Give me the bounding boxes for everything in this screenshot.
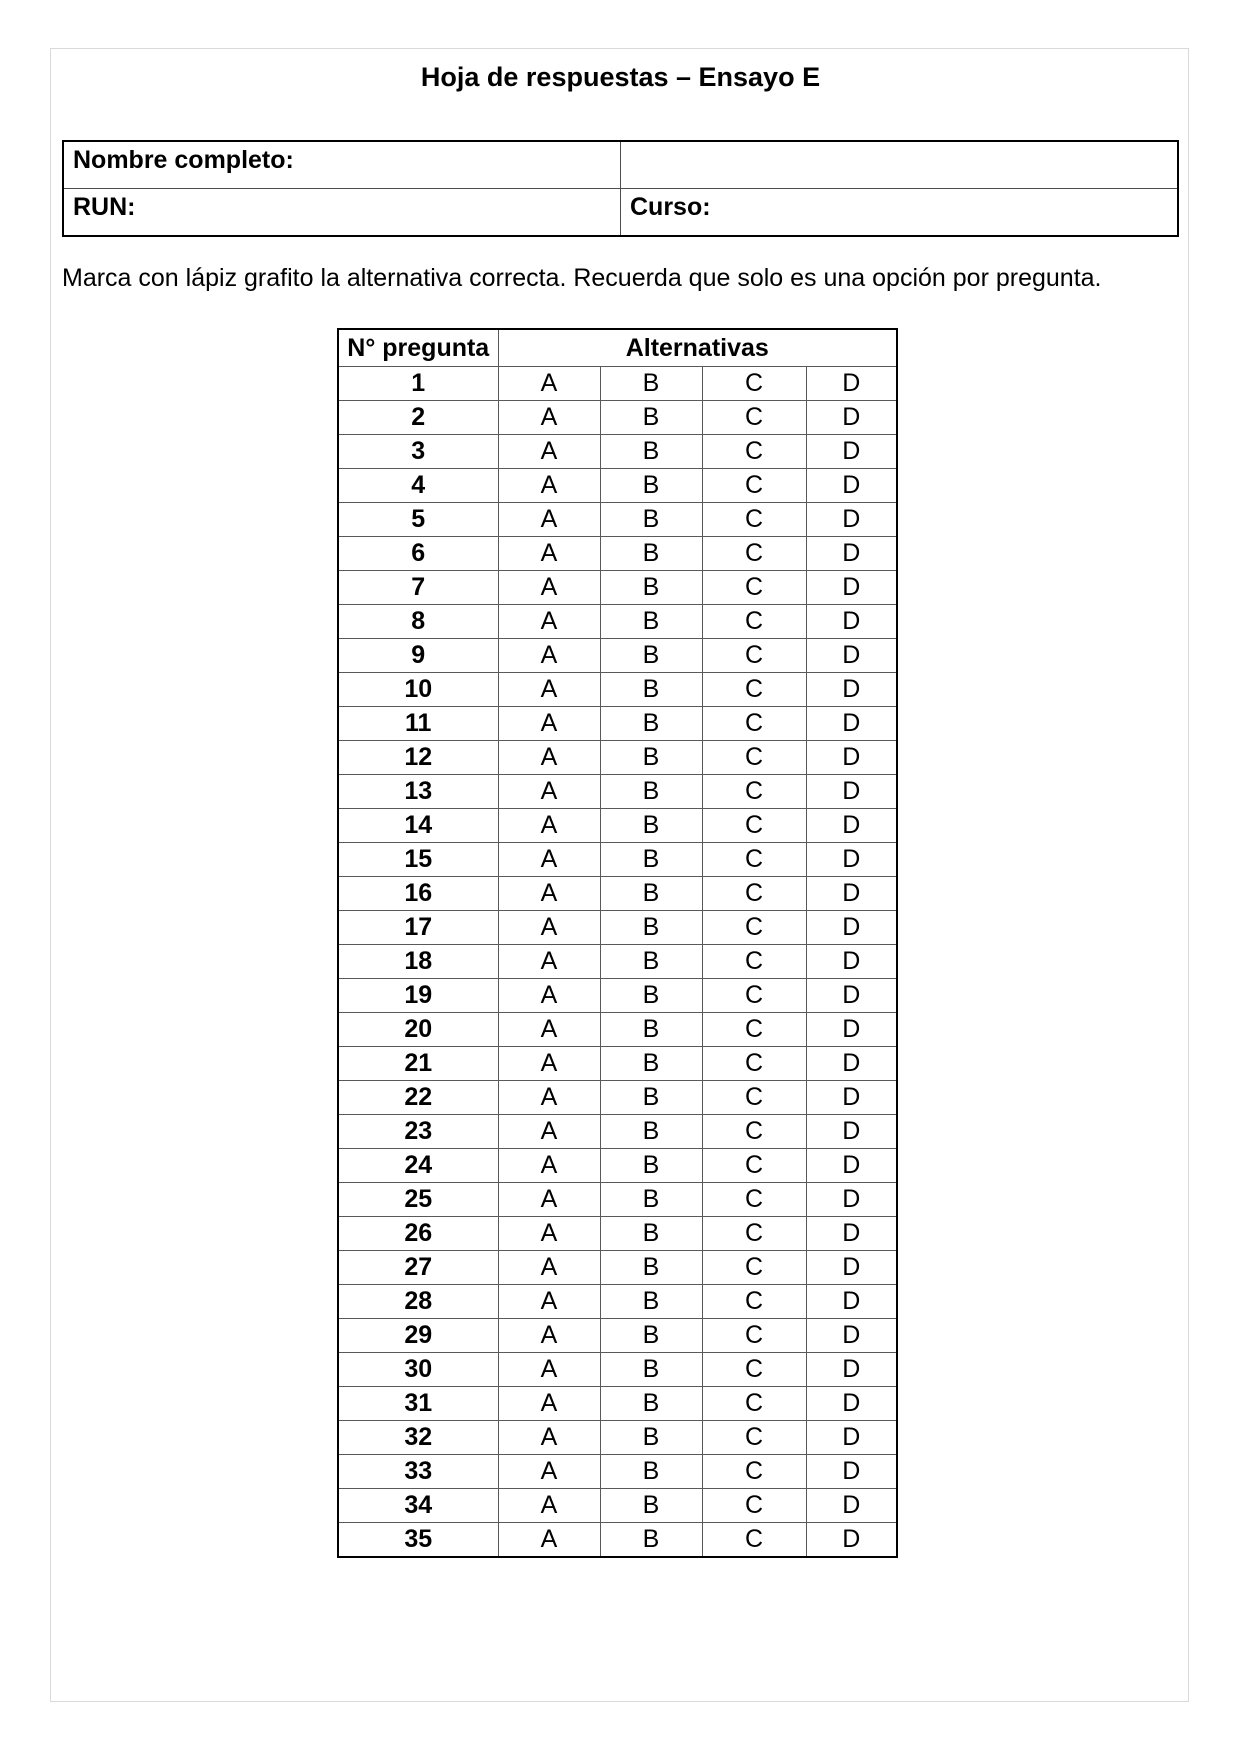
answer-row [338, 469, 897, 503]
alternative-a-cell[interactable]: A [498, 435, 600, 469]
answer-row [338, 1149, 897, 1183]
alternative-c-cell[interactable]: C [702, 1115, 806, 1149]
alternative-a-cell[interactable]: A [498, 1251, 600, 1285]
alternative-a-cell[interactable]: A [498, 945, 600, 979]
alternative-a-cell[interactable]: A [498, 1421, 600, 1455]
alternative-c-cell[interactable]: C [702, 1421, 806, 1455]
alternative-d-cell[interactable]: D [806, 571, 897, 605]
alternative-b-cell[interactable]: B [600, 979, 702, 1013]
alternative-b-cell[interactable]: B [600, 877, 702, 911]
alternative-a-cell[interactable]: A [498, 1387, 600, 1421]
alternative-d-cell[interactable]: D [806, 1115, 897, 1149]
alternative-d-cell[interactable]: D [806, 945, 897, 979]
alternative-b-cell[interactable]: B [600, 775, 702, 809]
alternative-a-cell[interactable]: A [498, 1217, 600, 1251]
question-number: 14 [338, 809, 498, 843]
alternative-d-cell[interactable]: D [806, 673, 897, 707]
alternative-a-cell[interactable]: A [498, 911, 600, 945]
alternative-d-cell[interactable]: D [806, 1081, 897, 1115]
alternative-c-cell[interactable]: C [702, 741, 806, 775]
alternative-b-cell[interactable]: B [600, 401, 702, 435]
question-number: 23 [338, 1115, 498, 1149]
alternative-b-cell[interactable]: B [600, 1217, 702, 1251]
alternative-d-cell[interactable]: D [806, 469, 897, 503]
alternative-d-cell[interactable]: D [806, 401, 897, 435]
alternative-c-cell[interactable]: C [702, 1047, 806, 1081]
answer-row [338, 1387, 897, 1421]
alternative-b-cell[interactable]: B [600, 741, 702, 775]
answer-row [338, 1251, 897, 1285]
alternative-c-cell[interactable]: C [702, 707, 806, 741]
alternative-c-cell[interactable]: C [702, 877, 806, 911]
alternative-c-cell[interactable]: C [702, 1387, 806, 1421]
question-number: 19 [338, 979, 498, 1013]
alternative-b-cell[interactable]: B [600, 1489, 702, 1523]
alternative-c-cell[interactable]: C [702, 571, 806, 605]
alternative-a-cell[interactable]: A [498, 1081, 600, 1115]
alternative-a-cell[interactable]: A [498, 843, 600, 877]
alternative-d-cell[interactable]: D [806, 1217, 897, 1251]
alternative-a-cell[interactable]: A [498, 1285, 600, 1319]
alternative-b-cell[interactable]: B [600, 1353, 702, 1387]
alternative-b-cell[interactable]: B [600, 911, 702, 945]
question-number: 2 [338, 401, 498, 435]
name-value-cell[interactable] [621, 141, 1179, 189]
alternative-d-cell[interactable]: D [806, 809, 897, 843]
question-number: 18 [338, 945, 498, 979]
alternative-d-cell[interactable]: D [806, 1013, 897, 1047]
answer-row [338, 775, 897, 809]
alternative-b-cell[interactable]: B [600, 1251, 702, 1285]
alternative-a-cell[interactable]: A [498, 537, 600, 571]
question-number: 27 [338, 1251, 498, 1285]
alternative-a-cell[interactable]: A [498, 367, 600, 401]
question-number: 8 [338, 605, 498, 639]
answer-row [338, 1353, 897, 1387]
question-number: 33 [338, 1455, 498, 1489]
alternative-d-cell[interactable]: D [806, 843, 897, 877]
alternative-c-cell[interactable]: C [702, 809, 806, 843]
alternative-d-cell[interactable]: D [806, 775, 897, 809]
question-number: 7 [338, 571, 498, 605]
alternative-d-cell[interactable]: D [806, 1523, 897, 1558]
alternative-c-cell[interactable]: C [702, 605, 806, 639]
alternative-c-cell[interactable]: C [702, 1319, 806, 1353]
alternative-a-cell[interactable]: A [498, 1489, 600, 1523]
alternative-b-cell[interactable]: B [600, 1047, 702, 1081]
answer-row [338, 571, 897, 605]
question-number: 29 [338, 1319, 498, 1353]
alternative-b-cell[interactable]: B [600, 1285, 702, 1319]
alternative-d-cell[interactable]: D [806, 741, 897, 775]
alternative-a-cell[interactable]: A [498, 1319, 600, 1353]
alternative-d-cell[interactable]: D [806, 1251, 897, 1285]
alternative-d-cell[interactable]: D [806, 1319, 897, 1353]
alternative-b-cell[interactable]: B [600, 843, 702, 877]
alternative-b-cell[interactable]: B [600, 537, 702, 571]
alternative-a-cell[interactable]: A [498, 877, 600, 911]
alternative-c-cell[interactable]: C [702, 843, 806, 877]
answer-row [338, 809, 897, 843]
answers-header-row [338, 329, 897, 367]
question-number: 1 [338, 367, 498, 401]
answer-row [338, 1081, 897, 1115]
alternative-c-cell[interactable]: C [702, 401, 806, 435]
alternative-a-cell[interactable]: A [498, 1523, 600, 1558]
alternative-a-cell[interactable]: A [498, 571, 600, 605]
answer-row [338, 741, 897, 775]
alternative-b-cell[interactable]: B [600, 1387, 702, 1421]
alternative-c-cell[interactable]: C [702, 1013, 806, 1047]
alternative-a-cell[interactable]: A [498, 1149, 600, 1183]
alternative-c-cell[interactable]: C [702, 537, 806, 571]
alternative-b-cell[interactable]: B [600, 809, 702, 843]
alternative-c-cell[interactable]: C [702, 1183, 806, 1217]
alternative-b-cell[interactable]: B [600, 367, 702, 401]
alternative-c-cell[interactable]: C [702, 911, 806, 945]
question-number: 21 [338, 1047, 498, 1081]
alternative-c-cell[interactable]: C [702, 367, 806, 401]
alternative-c-cell[interactable]: C [702, 673, 806, 707]
question-number: 20 [338, 1013, 498, 1047]
alternative-a-cell[interactable]: A [498, 1013, 600, 1047]
question-column-header: N° pregunta [338, 329, 498, 367]
answer-row [338, 877, 897, 911]
answer-row [338, 979, 897, 1013]
alternative-c-cell[interactable]: C [702, 639, 806, 673]
alternative-b-cell[interactable]: B [600, 1421, 702, 1455]
answer-row [338, 1523, 897, 1558]
question-number: 11 [338, 707, 498, 741]
alternative-b-cell[interactable]: B [600, 469, 702, 503]
alternative-a-cell[interactable]: A [498, 639, 600, 673]
alternative-a-cell[interactable]: A [498, 1455, 600, 1489]
answer-row [338, 367, 897, 401]
answer-row [338, 945, 897, 979]
alternative-b-cell[interactable]: B [600, 1081, 702, 1115]
answer-row [338, 1115, 897, 1149]
alternative-c-cell[interactable]: C [702, 1149, 806, 1183]
question-number: 30 [338, 1353, 498, 1387]
alternative-a-cell[interactable]: A [498, 775, 600, 809]
question-number: 13 [338, 775, 498, 809]
alternative-d-cell[interactable]: D [806, 1421, 897, 1455]
alternatives-column-header: Alternativas [498, 329, 897, 367]
answer-row [338, 1217, 897, 1251]
alternative-d-cell[interactable]: D [806, 1489, 897, 1523]
alternative-d-cell[interactable]: D [806, 1285, 897, 1319]
alternative-c-cell[interactable]: C [702, 1217, 806, 1251]
alternative-a-cell[interactable]: A [498, 1047, 600, 1081]
student-info-table [62, 140, 1179, 237]
answer-row [338, 1013, 897, 1047]
question-number: 32 [338, 1421, 498, 1455]
alternative-a-cell[interactable]: A [498, 1115, 600, 1149]
alternative-a-cell[interactable]: A [498, 469, 600, 503]
answer-row [338, 843, 897, 877]
answers-table [337, 328, 898, 1558]
answer-row [338, 435, 897, 469]
question-number: 35 [338, 1523, 498, 1558]
question-number: 22 [338, 1081, 498, 1115]
answer-row [338, 911, 897, 945]
question-number: 10 [338, 673, 498, 707]
question-number: 26 [338, 1217, 498, 1251]
alternative-a-cell[interactable]: A [498, 1183, 600, 1217]
alternative-d-cell[interactable]: D [806, 1387, 897, 1421]
alternative-a-cell[interactable]: A [498, 741, 600, 775]
answer-row [338, 1285, 897, 1319]
alternative-b-cell[interactable]: B [600, 1013, 702, 1047]
question-number: 15 [338, 843, 498, 877]
alternative-b-cell[interactable]: B [600, 673, 702, 707]
question-number: 6 [338, 537, 498, 571]
info-row-name [63, 141, 1178, 189]
alternative-a-cell[interactable]: A [498, 979, 600, 1013]
alternative-c-cell[interactable]: C [702, 1081, 806, 1115]
alternative-c-cell[interactable]: C [702, 1353, 806, 1387]
alternative-a-cell[interactable]: A [498, 605, 600, 639]
alternative-b-cell[interactable]: B [600, 1115, 702, 1149]
question-number: 17 [338, 911, 498, 945]
alternative-d-cell[interactable]: D [806, 435, 897, 469]
alternative-c-cell[interactable]: C [702, 775, 806, 809]
alternative-c-cell[interactable]: C [702, 945, 806, 979]
question-number: 5 [338, 503, 498, 537]
alternative-b-cell[interactable]: B [600, 639, 702, 673]
answer-row [338, 1489, 897, 1523]
alternative-b-cell[interactable]: B [600, 1183, 702, 1217]
alternative-d-cell[interactable]: D [806, 1353, 897, 1387]
alternative-a-cell[interactable]: A [498, 809, 600, 843]
answer-row [338, 1047, 897, 1081]
alternative-d-cell[interactable]: D [806, 1183, 897, 1217]
answer-row [338, 401, 897, 435]
answer-row [338, 1421, 897, 1455]
curso-label-cell[interactable]: Curso: [621, 189, 1179, 237]
question-number: 34 [338, 1489, 498, 1523]
question-number: 16 [338, 877, 498, 911]
answer-row [338, 673, 897, 707]
alternative-b-cell[interactable]: B [600, 1455, 702, 1489]
alternative-b-cell[interactable]: B [600, 945, 702, 979]
alternative-b-cell[interactable]: B [600, 571, 702, 605]
alternative-d-cell[interactable]: D [806, 367, 897, 401]
answer-row [338, 503, 897, 537]
alternative-d-cell[interactable]: D [806, 639, 897, 673]
alternative-d-cell[interactable]: D [806, 877, 897, 911]
alternative-a-cell[interactable]: A [498, 707, 600, 741]
question-number: 12 [338, 741, 498, 775]
alternative-b-cell[interactable]: B [600, 435, 702, 469]
alternative-d-cell[interactable]: D [806, 503, 897, 537]
alternative-d-cell[interactable]: D [806, 537, 897, 571]
page-title: Hoja de respuestas – Ensayo E [420, 62, 821, 92]
name-label-cell: Nombre completo: [63, 141, 621, 189]
alternative-c-cell[interactable]: C [702, 1523, 806, 1558]
answer-row [338, 639, 897, 673]
question-number: 9 [338, 639, 498, 673]
alternative-a-cell[interactable]: A [498, 401, 600, 435]
question-number: 4 [338, 469, 498, 503]
alternative-b-cell[interactable]: B [600, 503, 702, 537]
alternative-b-cell[interactable]: B [600, 1149, 702, 1183]
answer-row [338, 537, 897, 571]
alternative-c-cell[interactable]: C [702, 435, 806, 469]
alternative-d-cell[interactable]: D [806, 707, 897, 741]
alternative-c-cell[interactable]: C [702, 503, 806, 537]
question-number: 31 [338, 1387, 498, 1421]
alternative-c-cell[interactable]: C [702, 1285, 806, 1319]
alternative-b-cell[interactable]: B [600, 605, 702, 639]
alternative-d-cell[interactable]: D [806, 911, 897, 945]
alternative-a-cell[interactable]: A [498, 1353, 600, 1387]
alternative-d-cell[interactable]: D [806, 1455, 897, 1489]
instruction-text: Marca con lápiz grafito la alternativa correcta. Recuerda que solo es una opción por pregunta. [62, 264, 1102, 292]
answer-row [338, 1183, 897, 1217]
answer-row [338, 605, 897, 639]
run-label-cell[interactable]: RUN: [63, 189, 621, 237]
info-row-run-curso [63, 189, 1178, 237]
answer-row [338, 707, 897, 741]
alternative-c-cell[interactable]: C [702, 469, 806, 503]
alternative-d-cell[interactable]: D [806, 979, 897, 1013]
answer-row [338, 1319, 897, 1353]
alternative-d-cell[interactable]: D [806, 1047, 897, 1081]
alternative-c-cell[interactable]: C [702, 1489, 806, 1523]
alternative-d-cell[interactable]: D [806, 1149, 897, 1183]
alternative-a-cell[interactable]: A [498, 503, 600, 537]
question-number: 3 [338, 435, 498, 469]
question-number: 28 [338, 1285, 498, 1319]
question-number: 24 [338, 1149, 498, 1183]
answer-row [338, 1455, 897, 1489]
alternative-c-cell[interactable]: C [702, 1455, 806, 1489]
alternative-a-cell[interactable]: A [498, 673, 600, 707]
alternative-b-cell[interactable]: B [600, 1319, 702, 1353]
alternative-c-cell[interactable]: C [702, 1251, 806, 1285]
alternative-c-cell[interactable]: C [702, 979, 806, 1013]
alternative-d-cell[interactable]: D [806, 605, 897, 639]
alternative-b-cell[interactable]: B [600, 707, 702, 741]
alternative-b-cell[interactable]: B [600, 1523, 702, 1558]
question-number: 25 [338, 1183, 498, 1217]
